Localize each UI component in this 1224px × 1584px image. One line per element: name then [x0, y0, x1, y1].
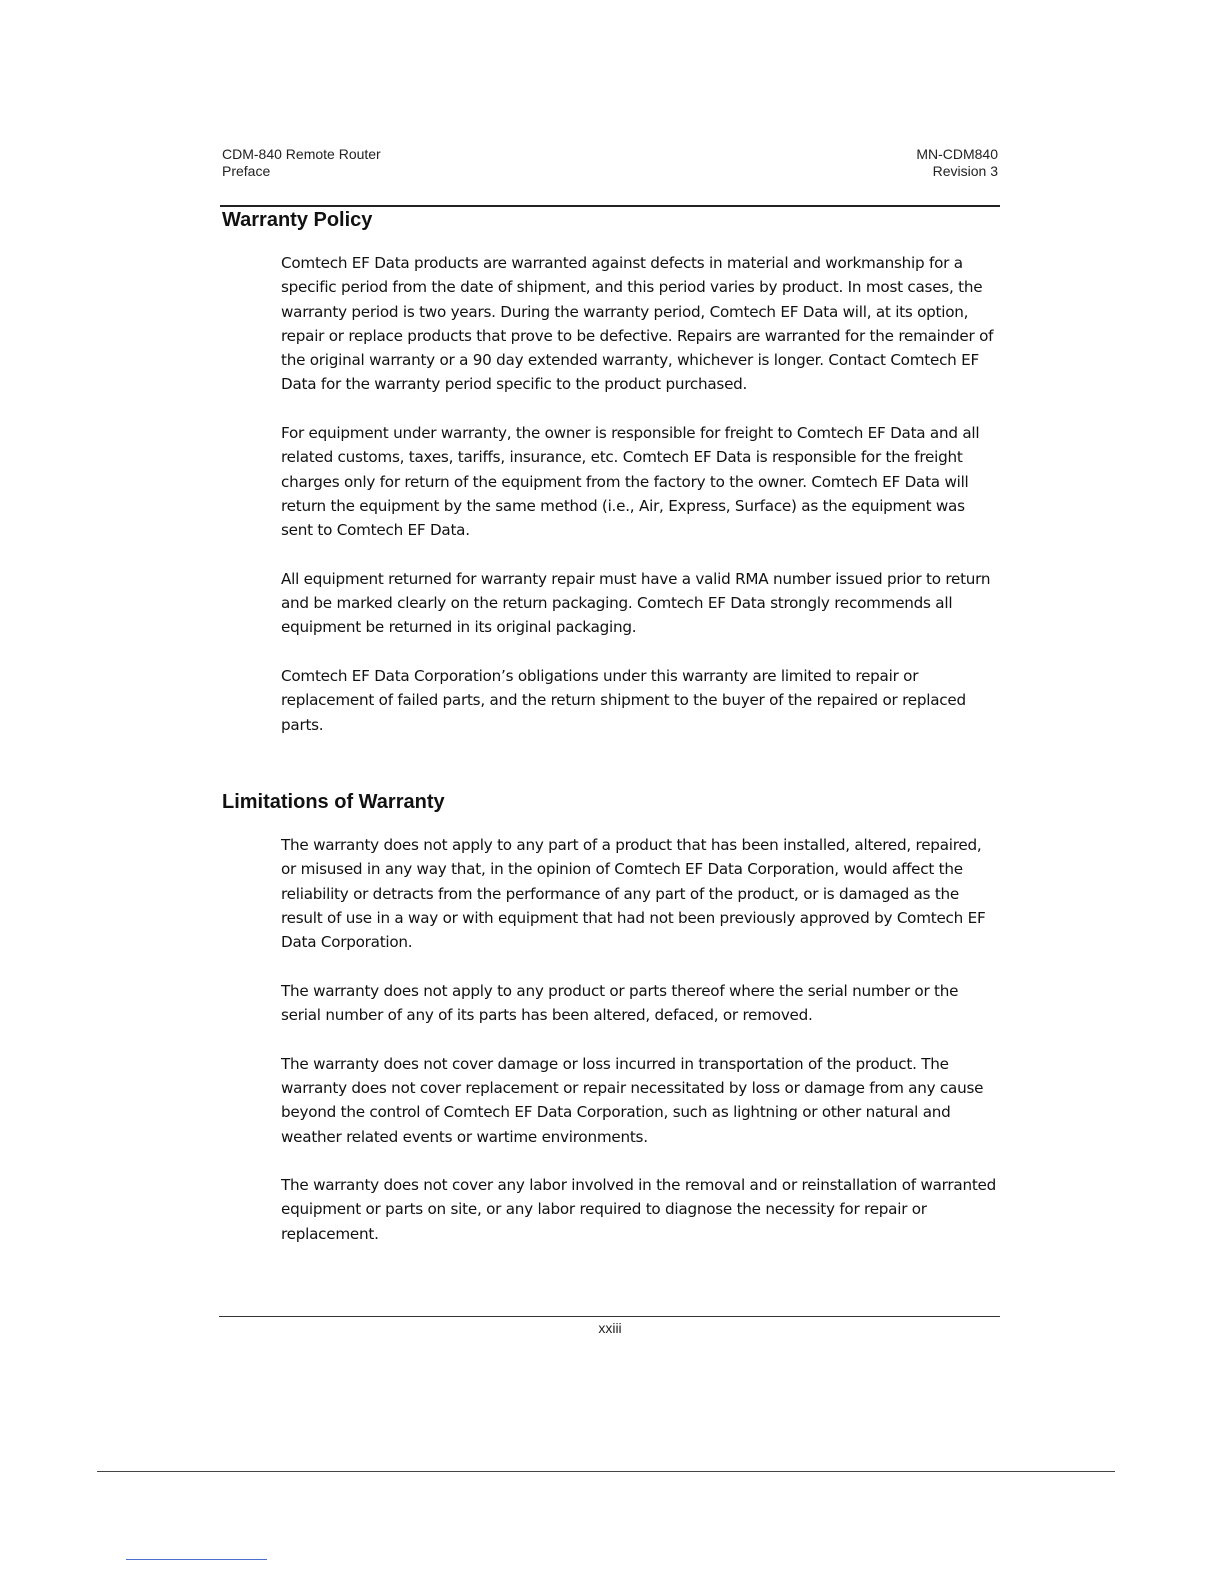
footer-divider	[219, 1316, 1000, 1317]
warranty-paragraph: For equipment under warranty, the owner is responsible for freight to Comtech EF Data and all related customs, taxes, tariffs, insurance, etc. Comtech EF Data is responsible for the freight charges only for return of the equipment from the factory to the owner. Comtech EF Data will return the equipment by the same method (i.e., Air, Express, Surface) as the equipment was sent to Comtech EF Data.	[281, 424, 980, 540]
header-section-name: Preface	[222, 163, 271, 179]
header-right	[916, 146, 998, 180]
header-revision: Revision 3	[932, 163, 998, 179]
limitations-paragraph: The warranty does not apply to any product or parts thereof where the serial number or the serial number of any of its parts has been altered, defaced, or removed.	[281, 981, 959, 1025]
page-number: xxiii	[598, 1320, 622, 1336]
header-doc-number: MN-CDM840	[916, 146, 998, 162]
warranty-paragraph: Comtech EF Data products are warranted against defects in material and workmanship for a specific period from the date of shipment, and this period varies by product. In most cases, the warranty period is two years. During the warranty period, Comtech EF Data will, at its option, repair or replace products that prove to be defective. Repairs are warranted for the remainder of the original warranty or a 90 day extended warranty, whichever is longer. Contact Comtech EF Data for the warranty period specific to the product purchased.	[281, 254, 994, 394]
header-divider	[220, 205, 1000, 207]
limitations-of-warranty-body	[281, 833, 1001, 1270]
limitations-paragraph: The warranty does not cover any labor involved in the removal and or reinstallation of warranted equipment or parts on site, or any labor required to diagnose the necessity for repair or replacement.	[281, 1176, 997, 1243]
warranty-policy-heading: Warranty Policy	[222, 209, 373, 231]
warranty-paragraph: Comtech EF Data Corporation’s obligations under this warranty are limited to repair or replacement of failed parts, and the return shipment to the buyer of the repaired or replaced parts.	[281, 667, 966, 734]
warranty-paragraph: All equipment returned for warranty repair must have a valid RMA number issued prior to return and be marked clearly on the return packaging. Comtech EF Data strongly recommends all equipment be returned in its original packaging.	[281, 569, 991, 637]
bottom-divider	[97, 1471, 1115, 1472]
warranty-policy-body	[281, 251, 1001, 761]
limitations-paragraph: The warranty does not cover damage or loss incurred in transportation of the product. The warranty does not cover replacement or repair necessitated by loss or damage from any cause beyond the control of Comtech EF Data Corporation, such as lightning or other natural and weather related events or wartime environments.	[281, 1054, 984, 1146]
header-left	[222, 146, 381, 180]
limitations-paragraph: The warranty does not apply to any part of a product that has been installed, altered, repaired, or misused in any way that, in the opinion of Comtech EF Data Corporation, would affect the reliability or detracts from the performance of any part of the product, or is damaged as the result of use in a way or with equipment that had not been previously approved by Comtech EF Data Corporation.	[281, 836, 986, 952]
limitations-of-warranty-heading: Limitations of Warranty	[222, 791, 445, 813]
link-underline	[126, 1559, 267, 1560]
header-product-name: CDM-840 Remote Router	[222, 146, 381, 162]
